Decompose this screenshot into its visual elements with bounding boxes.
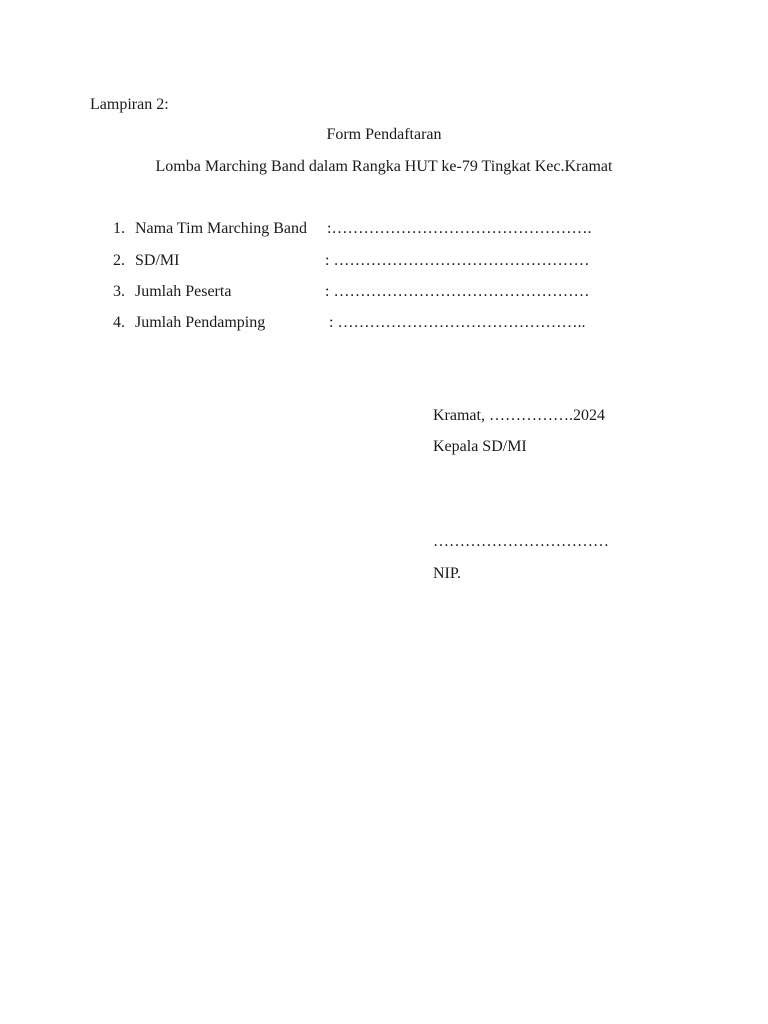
form-title: Form Pendaftaran <box>326 126 442 143</box>
signature-nip: NIP. <box>433 565 462 582</box>
signature-name-line: …………………………… <box>433 533 609 550</box>
field-number: 3. <box>113 283 125 300</box>
field-number: 1. <box>113 220 125 237</box>
form-subtitle: Lomba Marching Band dalam Rangka HUT ke-79 Tingkat Kec.Kramat <box>155 158 613 175</box>
field-fill-line: : ………………………………………… <box>325 252 590 269</box>
field-label: Jumlah Peserta <box>135 283 232 300</box>
attachment-label: Lampiran 2: <box>90 96 169 113</box>
signature-place-date: Kramat, …………….2024 <box>433 407 605 424</box>
field-number: 4. <box>113 314 125 331</box>
field-label: SD/MI <box>135 252 180 269</box>
field-label: Nama Tim Marching Band <box>135 220 307 237</box>
field-fill-line: : ………………………………………… <box>325 283 590 300</box>
signature-position: Kepala SD/MI <box>433 438 527 455</box>
field-label: Jumlah Pendamping <box>135 314 266 331</box>
field-fill-line: : ……………………………………….. <box>329 314 586 331</box>
field-fill-line: :…………………………………………. <box>327 220 592 237</box>
field-number: 2. <box>113 252 125 269</box>
